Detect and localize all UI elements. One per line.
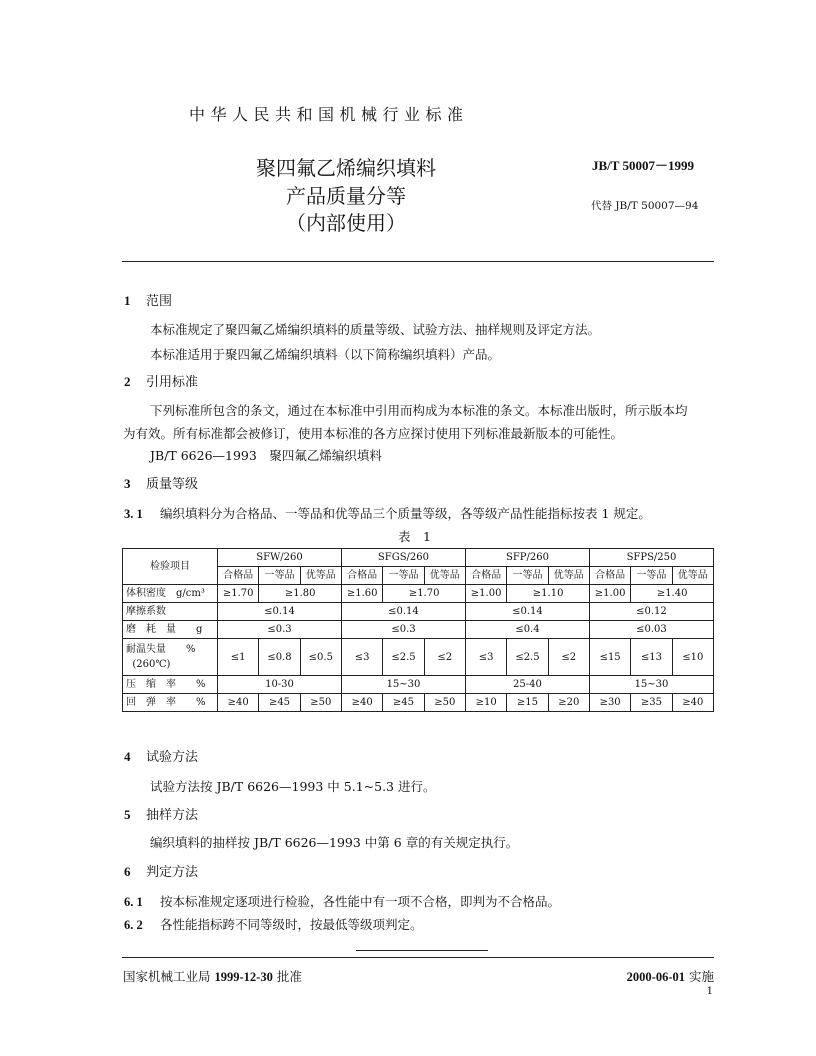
section-4-heading: 4 试验方法: [124, 749, 199, 765]
cell: ≤2: [424, 639, 465, 676]
table-row: [123, 585, 714, 603]
footer-rule: [122, 957, 714, 958]
cell: ≥10: [465, 694, 506, 712]
footer-implementation: 2000-06-01 实施: [626, 969, 714, 984]
grade-header: 合格品: [218, 567, 259, 585]
grade-header: 合格品: [465, 567, 506, 585]
item-header: 检验项目: [123, 549, 218, 585]
cell: ≤1: [218, 639, 259, 676]
table-row: [123, 676, 714, 694]
grade-header: 优等品: [548, 567, 589, 585]
grade-header: 一等品: [259, 567, 300, 585]
row-label: 压 缩 率 %: [123, 676, 218, 694]
cell: ≤0.8: [259, 639, 300, 676]
cell: ≥45: [383, 694, 424, 712]
cell: ≥35: [631, 694, 672, 712]
cell: ≤0.4: [465, 621, 589, 639]
header-rule: [122, 261, 714, 262]
row-label: 摩擦系数: [123, 603, 218, 621]
section-2-para-line-2: 为有效。所有标准都会被修订，使用本标准的各方应探讨使用下列标准最新版本的可能性。: [123, 426, 624, 441]
table-row: [123, 621, 714, 639]
cell: ≥30: [589, 694, 630, 712]
grade-header: 合格品: [589, 567, 630, 585]
group-header: SFP/260: [465, 549, 589, 567]
cell: ≥45: [259, 694, 300, 712]
cell: ≤0.3: [341, 621, 465, 639]
row-label: 回 弹 率 %: [123, 694, 218, 712]
cell: ≥40: [218, 694, 259, 712]
cell: ≥40: [672, 694, 713, 712]
cell: ≤2.5: [507, 639, 548, 676]
cell: ≥1.60: [341, 585, 382, 603]
page-number: 1: [706, 986, 713, 997]
table-caption: 表 1: [398, 529, 431, 544]
cell: 15~30: [589, 676, 713, 694]
grade-header: 一等品: [507, 567, 548, 585]
section-2-para-line-1: 下列标准所包含的条文，通过在本标准中引用而构成为本标准的条文。本标准出版时，所示版本均: [150, 403, 688, 418]
cell: ≥1.40: [631, 585, 714, 603]
section-6-heading: 6 判定方法: [124, 864, 199, 880]
cell: ≥1.00: [589, 585, 630, 603]
section-6-1: 6. 1 按本标准规定逐项进行检验，各性能中有一项不合格，即判为不合格品。: [124, 894, 561, 909]
section-5-para: 编织填料的抽样按 JB/T 6626—1993 中第 6 章的有关规定执行。: [150, 835, 519, 850]
header-title: 中华人民共和国机械行业标准: [189, 105, 469, 124]
cell: ≥1.70: [383, 585, 466, 603]
section-2-heading: 2 引用标准: [124, 374, 199, 390]
row-label: 耐温失量 % (260℃): [123, 639, 218, 676]
cell: ≤0.14: [218, 603, 342, 621]
cell: ≤2: [548, 639, 589, 676]
standard-number: JB/T 50007－1999: [592, 158, 694, 173]
section-2-reference: JB/T 6626—1993 聚四氟乙烯编织填料: [150, 448, 382, 463]
grade-header: 一等品: [383, 567, 424, 585]
cell: 10-30: [218, 676, 342, 694]
cell: ≥40: [341, 694, 382, 712]
row-label: 体积密度 g/cm³: [123, 585, 218, 603]
cell: ≤0.5: [300, 639, 341, 676]
cell: 15~30: [341, 676, 465, 694]
cell: ≥1.10: [507, 585, 590, 603]
cell: ≥50: [300, 694, 341, 712]
cell: ≤2.5: [383, 639, 424, 676]
cell: ≥1.00: [465, 585, 506, 603]
section-1-para-2: 本标准适用于聚四氟乙烯编织填料（以下简称编织填料）产品。: [150, 347, 501, 362]
group-header: SFPS/250: [589, 549, 713, 567]
title-line-1: 聚四氟乙烯编织填料: [256, 156, 436, 180]
cell: ≤0.3: [218, 621, 342, 639]
row-label: 磨 耗 量 g: [123, 621, 218, 639]
cell: ≤13: [631, 639, 672, 676]
cell: ≥1.80: [259, 585, 342, 603]
grade-header: 优等品: [672, 567, 713, 585]
table-row: [123, 694, 714, 712]
end-rule: [356, 950, 488, 951]
cell: ≤10: [672, 639, 713, 676]
cell: 25-40: [465, 676, 589, 694]
section-1-para-1: 本标准规定了聚四氟乙烯编织填料的质量等级、试验方法、抽样规则及评定方法。: [150, 322, 601, 337]
table-row: [123, 603, 714, 621]
cell: ≤0.03: [589, 621, 713, 639]
grade-header: 一等品: [631, 567, 672, 585]
footer-approval: 国家机械工业局 1999-12-30 批准: [123, 969, 302, 984]
group-header: SFW/260: [218, 549, 342, 567]
replaces-note: 代替 JB/T 50007—94: [591, 200, 699, 212]
section-3-heading: 3 质量等级: [124, 476, 199, 492]
grade-header: 合格品: [341, 567, 382, 585]
cell: ≤0.12: [589, 603, 713, 621]
section-3-1: 3. 1 编织填料分为合格品、一等品和优等品三个质量等级，各等级产品性能指标按表 1 规定。: [124, 506, 651, 521]
cell: ≤0.14: [341, 603, 465, 621]
grade-header: 优等品: [300, 567, 341, 585]
section-4-para: 试验方法按 JB/T 6626—1993 中 5.1~5.3 进行。: [150, 779, 436, 794]
grade-header: 优等品: [424, 567, 465, 585]
quality-table: [122, 548, 714, 712]
cell: ≥50: [424, 694, 465, 712]
section-5-heading: 5 抽样方法: [124, 807, 199, 823]
group-header: SFGS/260: [341, 549, 465, 567]
cell: ≥20: [548, 694, 589, 712]
section-6-2: 6. 2 各性能指标跨不同等级时，按最低等级项判定。: [124, 917, 423, 932]
cell: ≥1.70: [218, 585, 259, 603]
section-1-heading: 1 范围: [124, 293, 173, 309]
table-row: [123, 639, 714, 676]
cell: ≤3: [341, 639, 382, 676]
title-line-2: 产品质量分等: [286, 184, 406, 208]
cell: ≥15: [507, 694, 548, 712]
title-line-3: （内部使用）: [286, 211, 406, 235]
cell: ≤15: [589, 639, 630, 676]
cell: ≤3: [465, 639, 506, 676]
cell: ≤0.14: [465, 603, 589, 621]
